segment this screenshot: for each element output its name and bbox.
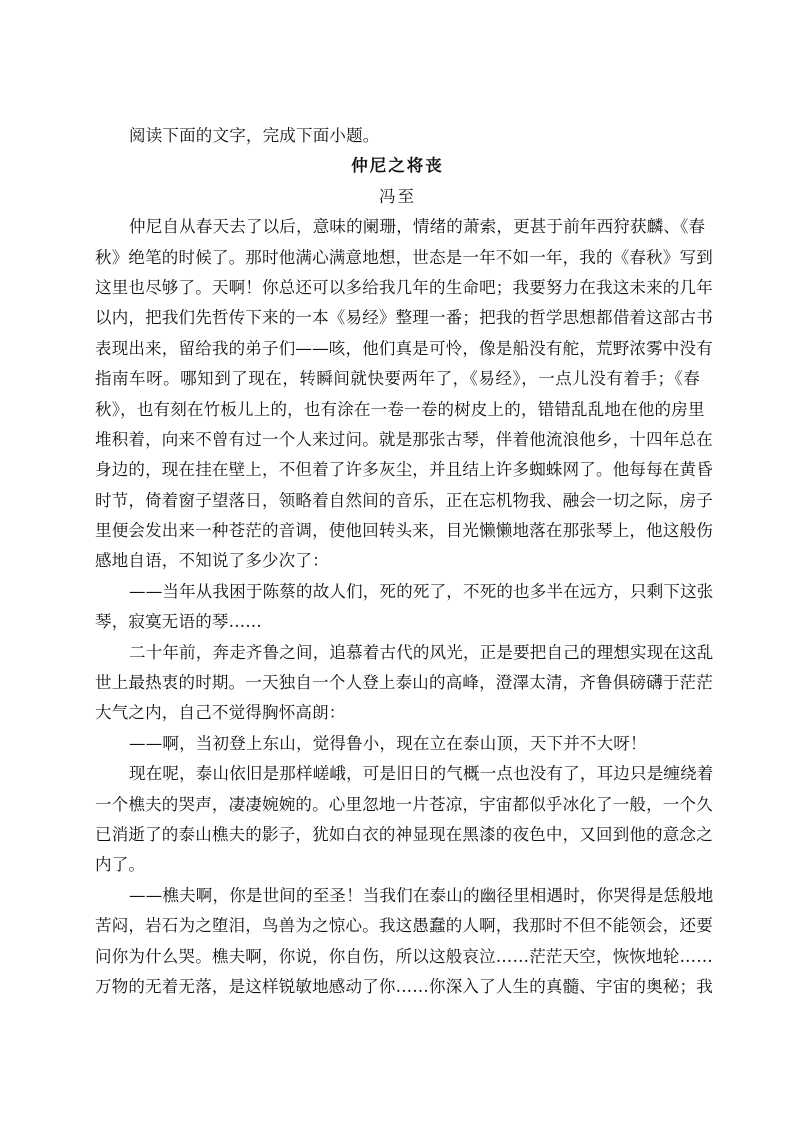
paragraph-line: ——当年从我困于陈蔡的故人们，死的死了，不死的也多半在远方，只剩下这张 xyxy=(129,581,714,601)
paragraph-line: 二十年前，奔走齐鲁之间，追慕着古代的风光，正是要把自己的理想实现在这乱 xyxy=(129,642,714,662)
paragraph-line: 以内，把我们先哲传下来的一本《易经》整理一番；把我的哲学思想都借着这部古书 xyxy=(95,308,713,328)
paragraph-line: 万物的无着无落，是这样锐敏地感动了你……你深入了人生的真髓、宇宙的奥秘；我 xyxy=(95,976,713,996)
paragraph-line: 世上最热衷的时期。一天独自一个人登上泰山的高峰，澄澤太清，齐鲁俱磅礴于茫茫 xyxy=(95,673,713,693)
document-content xyxy=(95,121,714,1002)
paragraph-line: 仲尼自从春天去了以后，意味的阑珊，情绪的萧索，更甚于前年西狩获麟、《春 xyxy=(129,217,706,237)
paragraph-line: 这里也尽够了。天啊！你总还可以多给我几年的生命吧；我要努力在我这未来的几年 xyxy=(95,277,713,297)
paragraph-line: 感地自语，不知说了多少次了： xyxy=(95,551,329,571)
paragraph-line: 时节，倚着窗子望落日，领略着自然间的音乐，正在忘机物我、融会一切之际，房子 xyxy=(95,490,713,510)
paragraph-line: ——樵夫啊，你是世间的至圣！当我们在泰山的幽径里相遇时，你哭得是恁般地 xyxy=(129,885,714,905)
paragraph-line: 身边的，现在挂在壁上，不但着了许多灰尘，并且结上许多蜘蛛网了。他每每在黄昏 xyxy=(95,460,713,480)
paragraph-line: 大气之内，自己不觉得胸怀高朗： xyxy=(95,703,346,723)
paragraph-line: 已消逝了的泰山樵夫的影子，犹如白衣的神显现在黑漆的夜色中，又回到他的意念之 xyxy=(95,824,713,844)
paragraph-line: ——啊，当初登上东山，觉得鲁小，现在立在泰山顶，天下并不大呀！ xyxy=(129,733,647,753)
paragraph-line: 内了。 xyxy=(95,855,146,875)
reading-instruction: 阅读下面的文字，完成下面小题。 xyxy=(129,126,380,145)
paragraph-line: 一个樵夫的哭声，凄凄婉婉的。心里忽地一片苍凉，宇宙都似乎冰化了一般，一个久 xyxy=(95,794,713,814)
article-author: 冯至 xyxy=(379,186,416,206)
paragraph-line: 苦闷，岩石为之堕泪，鸟兽为之惊心。我这愚蠢的人啊，我那时不但不能领会，还要 xyxy=(95,916,713,936)
paragraph-line: 琴，寂寞无语的琴…… xyxy=(95,612,262,632)
paragraph-line: 表现出来，留给我的弟子们——咳，他们真是可怜，像是船没有舵，荒野浓雾中没有 xyxy=(95,338,713,358)
article-title: 仲尼之将丧 xyxy=(351,156,444,176)
paragraph-line: 问你为什么哭。樵夫啊，你说，你自伤，所以这般哀泣……茫茫天空，恢恢地轮…… xyxy=(95,946,713,966)
paragraph-line: 堆积着，向来不曾有过一个人来过问。就是那张古琴，伴着他流浪他乡，十四年总在 xyxy=(95,429,713,449)
paragraph-line: 指南车呀。哪知到了现在，转瞬间就快要两年了，《易经》，一点儿没有着手；《春 xyxy=(95,369,700,389)
paragraph-line: 现在呢，泰山依旧是那样嵯峨，可是旧日的气概一点也没有了，耳边只是缠绕着 xyxy=(129,764,714,784)
paragraph-line: 秋》绝笔的时候了。那时他满心满意地想，世态是一年不如一年，我的《春秋》写到 xyxy=(95,247,713,267)
paragraph-line: 里便会发出来一种苍茫的音调，使他回转头来，目光懒懒地落在那张琴上，他这般伤 xyxy=(95,521,713,541)
paragraph-line: 秋》，也有刻在竹板儿上的，也有涂在一卷一卷的树皮上的，错错乱乱地在他的房里 xyxy=(95,399,705,419)
